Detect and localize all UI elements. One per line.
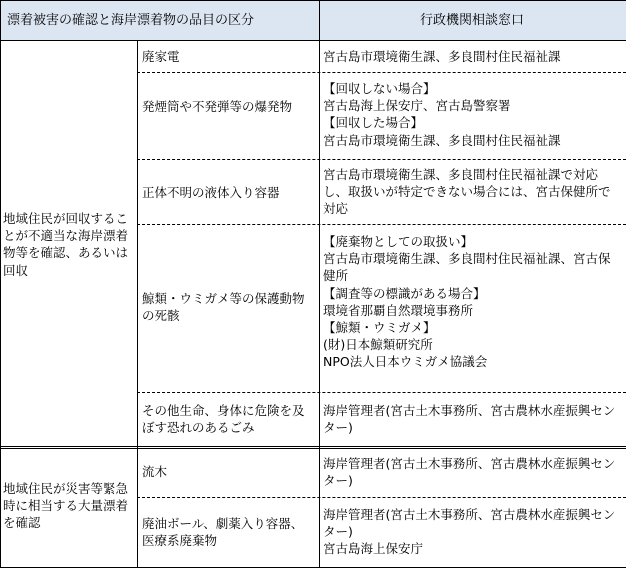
item-cell: 発煙筒や不発弾等の爆発物 xyxy=(142,99,293,114)
item-cell: 正体不明の液体入り容器 xyxy=(142,185,280,200)
header-contact-label: 行政機関相談窓口 xyxy=(420,13,525,28)
contact-cell: 海岸管理者(宮古土木事務所、宮古農林水産振興センター) xyxy=(323,456,616,489)
contact-cell: 宮古島市環境衛生課、多良間村住民福祉課で対応し、取扱いが特定できない場合には、宮古保健所で対応 xyxy=(323,167,611,217)
item-cell: その他生命、身体に危険を及ぼす恐れのあるごみ xyxy=(142,403,305,436)
header-cell-category xyxy=(0,0,320,41)
grid-line xyxy=(319,41,320,568)
contact-cell: 【回収しない場合】 宮古島海上保安庁、宮古島警察署 【回収した場合】 宮古島市環境衛生課、多良間村住民福祉課 xyxy=(323,81,561,148)
contact-cell: 宮古島市環境衛生課、多良間村住民福祉課 xyxy=(323,49,561,64)
row-divider xyxy=(137,497,626,498)
item-cell: 廃家電 xyxy=(142,49,180,64)
header-cell-contact xyxy=(320,0,626,41)
group-label: 地域住民が回収することが不適当な海岸漂着物等を確認、あるいは回収 xyxy=(3,211,129,278)
header-category-label: 漂着被害の確認と海岸漂着物の品目の区分 xyxy=(7,13,255,28)
item-cell: 廃油ボール、劇薬入り容器、医療系廃棄物 xyxy=(142,516,304,549)
row-divider xyxy=(137,392,626,393)
contact-cell: 【廃棄物としての取扱い】 宮古島市環境衛生課、多良間村住民福祉課、宮古保健所 【調査等の標識がある場合】 環境省那覇自然環境事務所 【鯨類・ウミガメ】 (財)日本鯨類研究所 NPO法人日本ウミガメ協議会 xyxy=(323,234,611,370)
row-divider xyxy=(137,72,626,73)
contact-cell: 海岸管理者(宮古土木事務所、宮古農林水産振興センター) xyxy=(323,403,616,436)
grid-line xyxy=(137,41,138,568)
item-cell: 流木 xyxy=(142,464,168,479)
group-label: 地域住民が災害等緊急時に相当する大量漂着を確認 xyxy=(3,481,129,531)
group-divider xyxy=(0,446,626,449)
row-divider xyxy=(137,224,626,225)
row-divider xyxy=(137,159,626,160)
grid-line xyxy=(0,41,1,568)
item-cell: 鯨類・ウミガメ等の保護動物の死骸 xyxy=(142,291,305,324)
contact-cell: 海岸管理者(宮古土木事務所、宮古農林水産振興センター) 宮古島海上保安庁 xyxy=(323,507,616,557)
